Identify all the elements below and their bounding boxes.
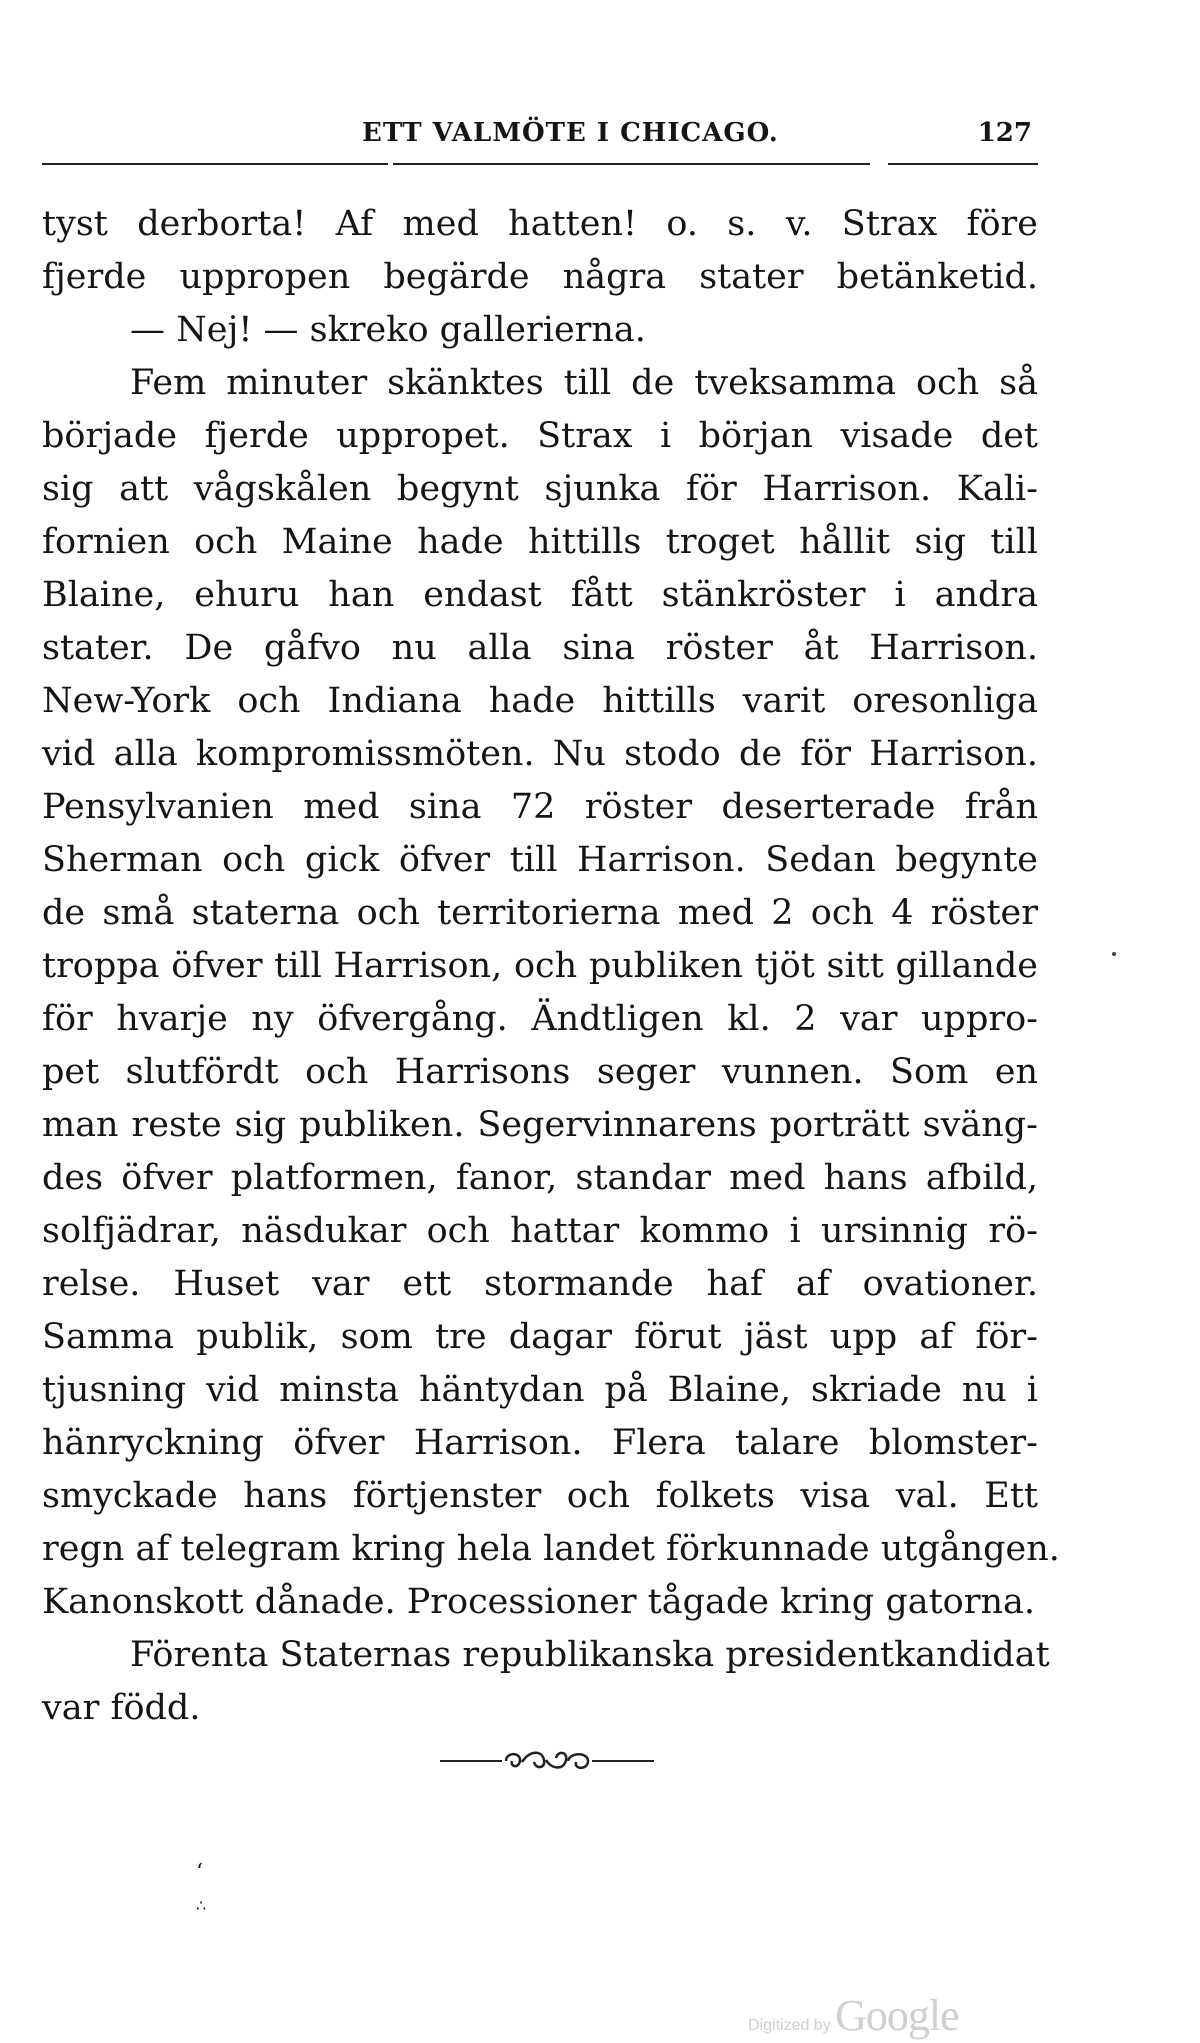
text-line: vid alla kompromissmöten. Nu stodo de för Harrison. xyxy=(42,734,1038,774)
text-line: smyckade hans förtjenster och folkets visa val. Ett xyxy=(42,1476,1038,1516)
text-line: började fjerde uppropet. Strax i början visade det xyxy=(42,416,1038,456)
text-line: Förenta Staternas republikanska presidentkandidat xyxy=(130,1635,1050,1675)
text-line: de små staterna och territorierna med 2 och 4 röster xyxy=(42,893,1038,933)
text-line: solfjädrar, näsdukar och hattar kommo i ursinnig rö- xyxy=(42,1211,1038,1251)
text-line: troppa öfver till Harrison, och publiken tjöt sitt gillande xyxy=(42,946,1038,986)
running-head xyxy=(42,118,1040,158)
text-line: tjusning vid minsta häntydan på Blaine, skriade nu i xyxy=(42,1370,1038,1410)
text-line: des öfver platformen, fanor, standar med hans afbild, xyxy=(42,1158,1038,1198)
stray-mark: ∴ xyxy=(196,1896,207,1915)
text-line: Kanonskott dånade. Processioner tågade kring gatorna. xyxy=(42,1582,1036,1622)
text-line: man reste sig publiken. Segervinnarens porträtt sväng- xyxy=(42,1105,1038,1145)
stray-mark: ʻ xyxy=(196,1860,203,1885)
text-line: hänryckning öfver Harrison. Flera talare blomster- xyxy=(42,1423,1038,1463)
digitized-by-google-watermark xyxy=(748,1990,959,2040)
watermark-prefix: Digitized by xyxy=(748,2017,831,2034)
text-line: relse. Huset var ett stormande haf af ovationer. xyxy=(42,1264,1038,1304)
text-line: Samma publik, som tre dagar förut jäst upp af för- xyxy=(42,1317,1038,1357)
text-line: — Nej! — skreko gallerierna. xyxy=(130,310,646,350)
text-line: Fem minuter skänktes till de tveksamma och så xyxy=(130,363,1038,403)
body-text xyxy=(42,198,1060,1735)
text-line: Sherman och gick öfver till Harrison. Sedan begynte xyxy=(42,840,1038,880)
text-line: stater. De gåfvo nu alla sina röster åt Harrison. xyxy=(42,628,1038,668)
page-number: 127 xyxy=(977,118,1032,148)
text-line: regn af telegram kring hela landet förkunnade utgången. xyxy=(42,1529,1060,1569)
watermark-brand: Google xyxy=(835,1991,959,2040)
text-line: New-York och Indiana hade hittills varit oresonliga xyxy=(42,681,1038,721)
text-line: för hvarje ny öfvergång. Ändtligen kl. 2 var uppro- xyxy=(42,999,1038,1039)
tailpiece-ornament-icon xyxy=(440,1746,654,1776)
running-title: ETT VALMÖTE I CHICAGO. xyxy=(362,118,779,148)
text-line: Blaine, ehuru han endast fått stänkröster i andra xyxy=(42,575,1038,615)
text-line: fornien och Maine hade hittills troget hållit sig till xyxy=(42,522,1038,562)
text-line: pet slutfördt och Harrisons seger vunnen. Som en xyxy=(42,1052,1038,1092)
header-rule-gap xyxy=(870,162,888,166)
header-rule-gap xyxy=(388,162,393,166)
text-line: var född. xyxy=(42,1688,201,1728)
text-line: sig att vågskålen begynt sjunka för Harrison. Kali- xyxy=(42,469,1038,509)
text-line: fjerde uppropen begärde några stater betänketid. xyxy=(42,257,1038,297)
text-line: Pensylvanien med sina 72 röster deserterade från xyxy=(42,787,1038,827)
text-line: tyst derborta! Af med hatten! o. s. v. Strax före xyxy=(42,204,1038,244)
stray-dot xyxy=(1112,952,1116,956)
header-rule xyxy=(42,163,1038,165)
